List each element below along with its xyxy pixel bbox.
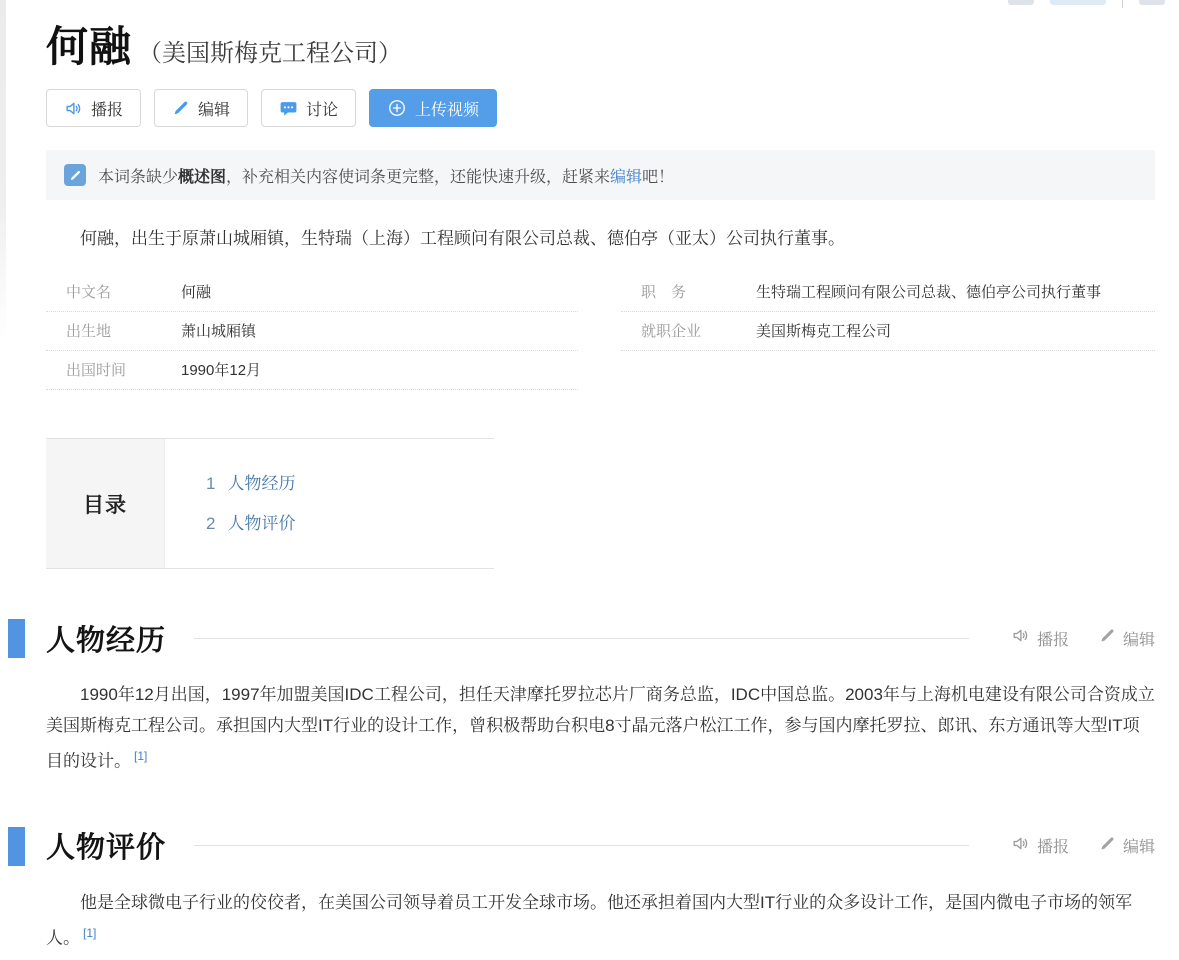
info-label: 出国时间 [66, 362, 127, 379]
toc-item-number: 2 [206, 514, 216, 533]
lemma-header [46, 14, 1155, 74]
heading-rule [194, 845, 969, 846]
table-of-contents [46, 438, 494, 569]
info-row-chinese-name [46, 273, 578, 312]
heading-rule [194, 638, 969, 639]
section-heading-row [0, 826, 1179, 866]
section-heading-row [0, 618, 1179, 658]
speaker-icon [1011, 834, 1030, 858]
toc-item-experience[interactable] [206, 464, 295, 504]
section-broadcast-button[interactable] [1011, 834, 1069, 858]
info-row-departure-date [46, 351, 578, 390]
lemma-toolbar [46, 89, 1155, 127]
info-value: 生特瑞工程顾问有限公司总裁、德伯亭公司执行董事 [756, 284, 1102, 301]
speaker-icon [1011, 626, 1030, 650]
section-paragraph: 他是全球微电子行业的佼佼者，在美国公司领导着员工开发全球市场。他还承担着国内大型IT行业的众多设计工作，是国内微电子市场的领军人。 [1] [46, 892, 1133, 948]
info-value: 1990年12月 [181, 362, 262, 379]
basic-info-left-column [46, 273, 578, 390]
broadcast-button[interactable] [46, 89, 141, 127]
toc-item-label: 人物评价 [227, 514, 296, 533]
cutoff-icon [1050, 0, 1106, 5]
cutoff-icon [1139, 0, 1165, 5]
toc-item-number: 1 [206, 474, 216, 493]
section-experience [0, 618, 1179, 777]
plus-circle-icon [387, 98, 407, 118]
notice-text: 本词条缺少概述图，补充相关内容使词条更完整，还能快速升级，赶紧来编辑吧！ [98, 168, 675, 186]
reference-link[interactable]: [1] [83, 925, 97, 940]
toc-title: 目录 [46, 439, 165, 568]
edit-button-label: 编辑 [198, 101, 231, 119]
info-row-position [621, 273, 1155, 312]
info-label: 就职企业 [641, 323, 702, 340]
info-label: 中文名 [66, 284, 112, 301]
comment-icon [279, 99, 298, 118]
section-controls [1011, 626, 1155, 650]
section-edit-label: 编辑 [1122, 839, 1155, 857]
section-broadcast-label: 播报 [1036, 631, 1069, 649]
info-value: 何融 [181, 284, 212, 301]
info-label: 出生地 [66, 323, 112, 340]
pencil-icon [172, 99, 190, 117]
info-label: 职 务 [641, 284, 687, 301]
heading-marker-bar [8, 619, 25, 658]
discuss-button[interactable] [261, 89, 356, 127]
section-broadcast-label: 播报 [1036, 839, 1069, 857]
section-edit-label: 编辑 [1122, 631, 1155, 649]
toc-item-evaluation[interactable] [206, 504, 295, 544]
pencil-icon [1099, 835, 1116, 857]
pencil-icon [1099, 627, 1116, 649]
toc-item-label: 人物经历 [227, 474, 296, 493]
cutoff-toolbar [1008, 0, 1165, 8]
page-edge-strip [0, 0, 6, 340]
notice-edit-link[interactable]: 编辑 [610, 168, 643, 186]
page-title: 何融 [46, 23, 133, 70]
section-broadcast-button[interactable] [1011, 626, 1069, 650]
info-value: 美国斯梅克工程公司 [756, 323, 892, 340]
section-title: 人物经历 [46, 624, 167, 657]
notice-pencil-icon [64, 164, 86, 186]
lemma-summary: 何融，出生于原萧山城厢镇，生特瑞（上海）工程顾问有限公司总裁、德伯亭（亚太）公司执行董事。 [80, 229, 845, 248]
section-paragraph: 1990年12月出国，1997年加盟美国IDC工程公司，担任天津摩托罗拉芯片厂商务总监，IDC中国总监。2003年与上海机电建设有限公司合资成立美国斯梅克工程公司。承担国内大型IT行业的设计工作，曾积极帮助台积电8寸晶元落户松江工作，参与国内摩托罗拉、郎讯、东方通讯等大型IT项目的设计。 [1] [46, 685, 1155, 771]
section-title: 人物评价 [46, 832, 167, 865]
section-edit-button[interactable] [1099, 627, 1155, 650]
reference-link[interactable]: [1] [134, 749, 148, 763]
missing-image-notice [46, 150, 1155, 200]
basic-info-table [46, 273, 1155, 390]
toc-list [165, 439, 295, 568]
section-evaluation [0, 826, 1179, 954]
heading-marker-bar [8, 827, 25, 866]
basic-info-right-column [621, 273, 1155, 390]
section-controls [1011, 834, 1155, 858]
edit-button[interactable] [154, 89, 248, 127]
info-value: 萧山城厢镇 [181, 323, 257, 340]
upload-video-button-label: 上传视频 [415, 101, 480, 119]
cutoff-divider [1122, 0, 1123, 8]
broadcast-button-label: 播报 [91, 101, 124, 119]
speaker-icon [64, 99, 83, 118]
info-row-birthplace [46, 312, 578, 351]
upload-video-button[interactable] [369, 89, 497, 127]
discuss-button-label: 讨论 [306, 101, 339, 119]
page-subtitle: （美国斯梅克工程公司） [138, 40, 403, 67]
info-row-employer [621, 312, 1155, 351]
section-edit-button[interactable] [1099, 834, 1155, 857]
cutoff-icon [1008, 0, 1034, 5]
